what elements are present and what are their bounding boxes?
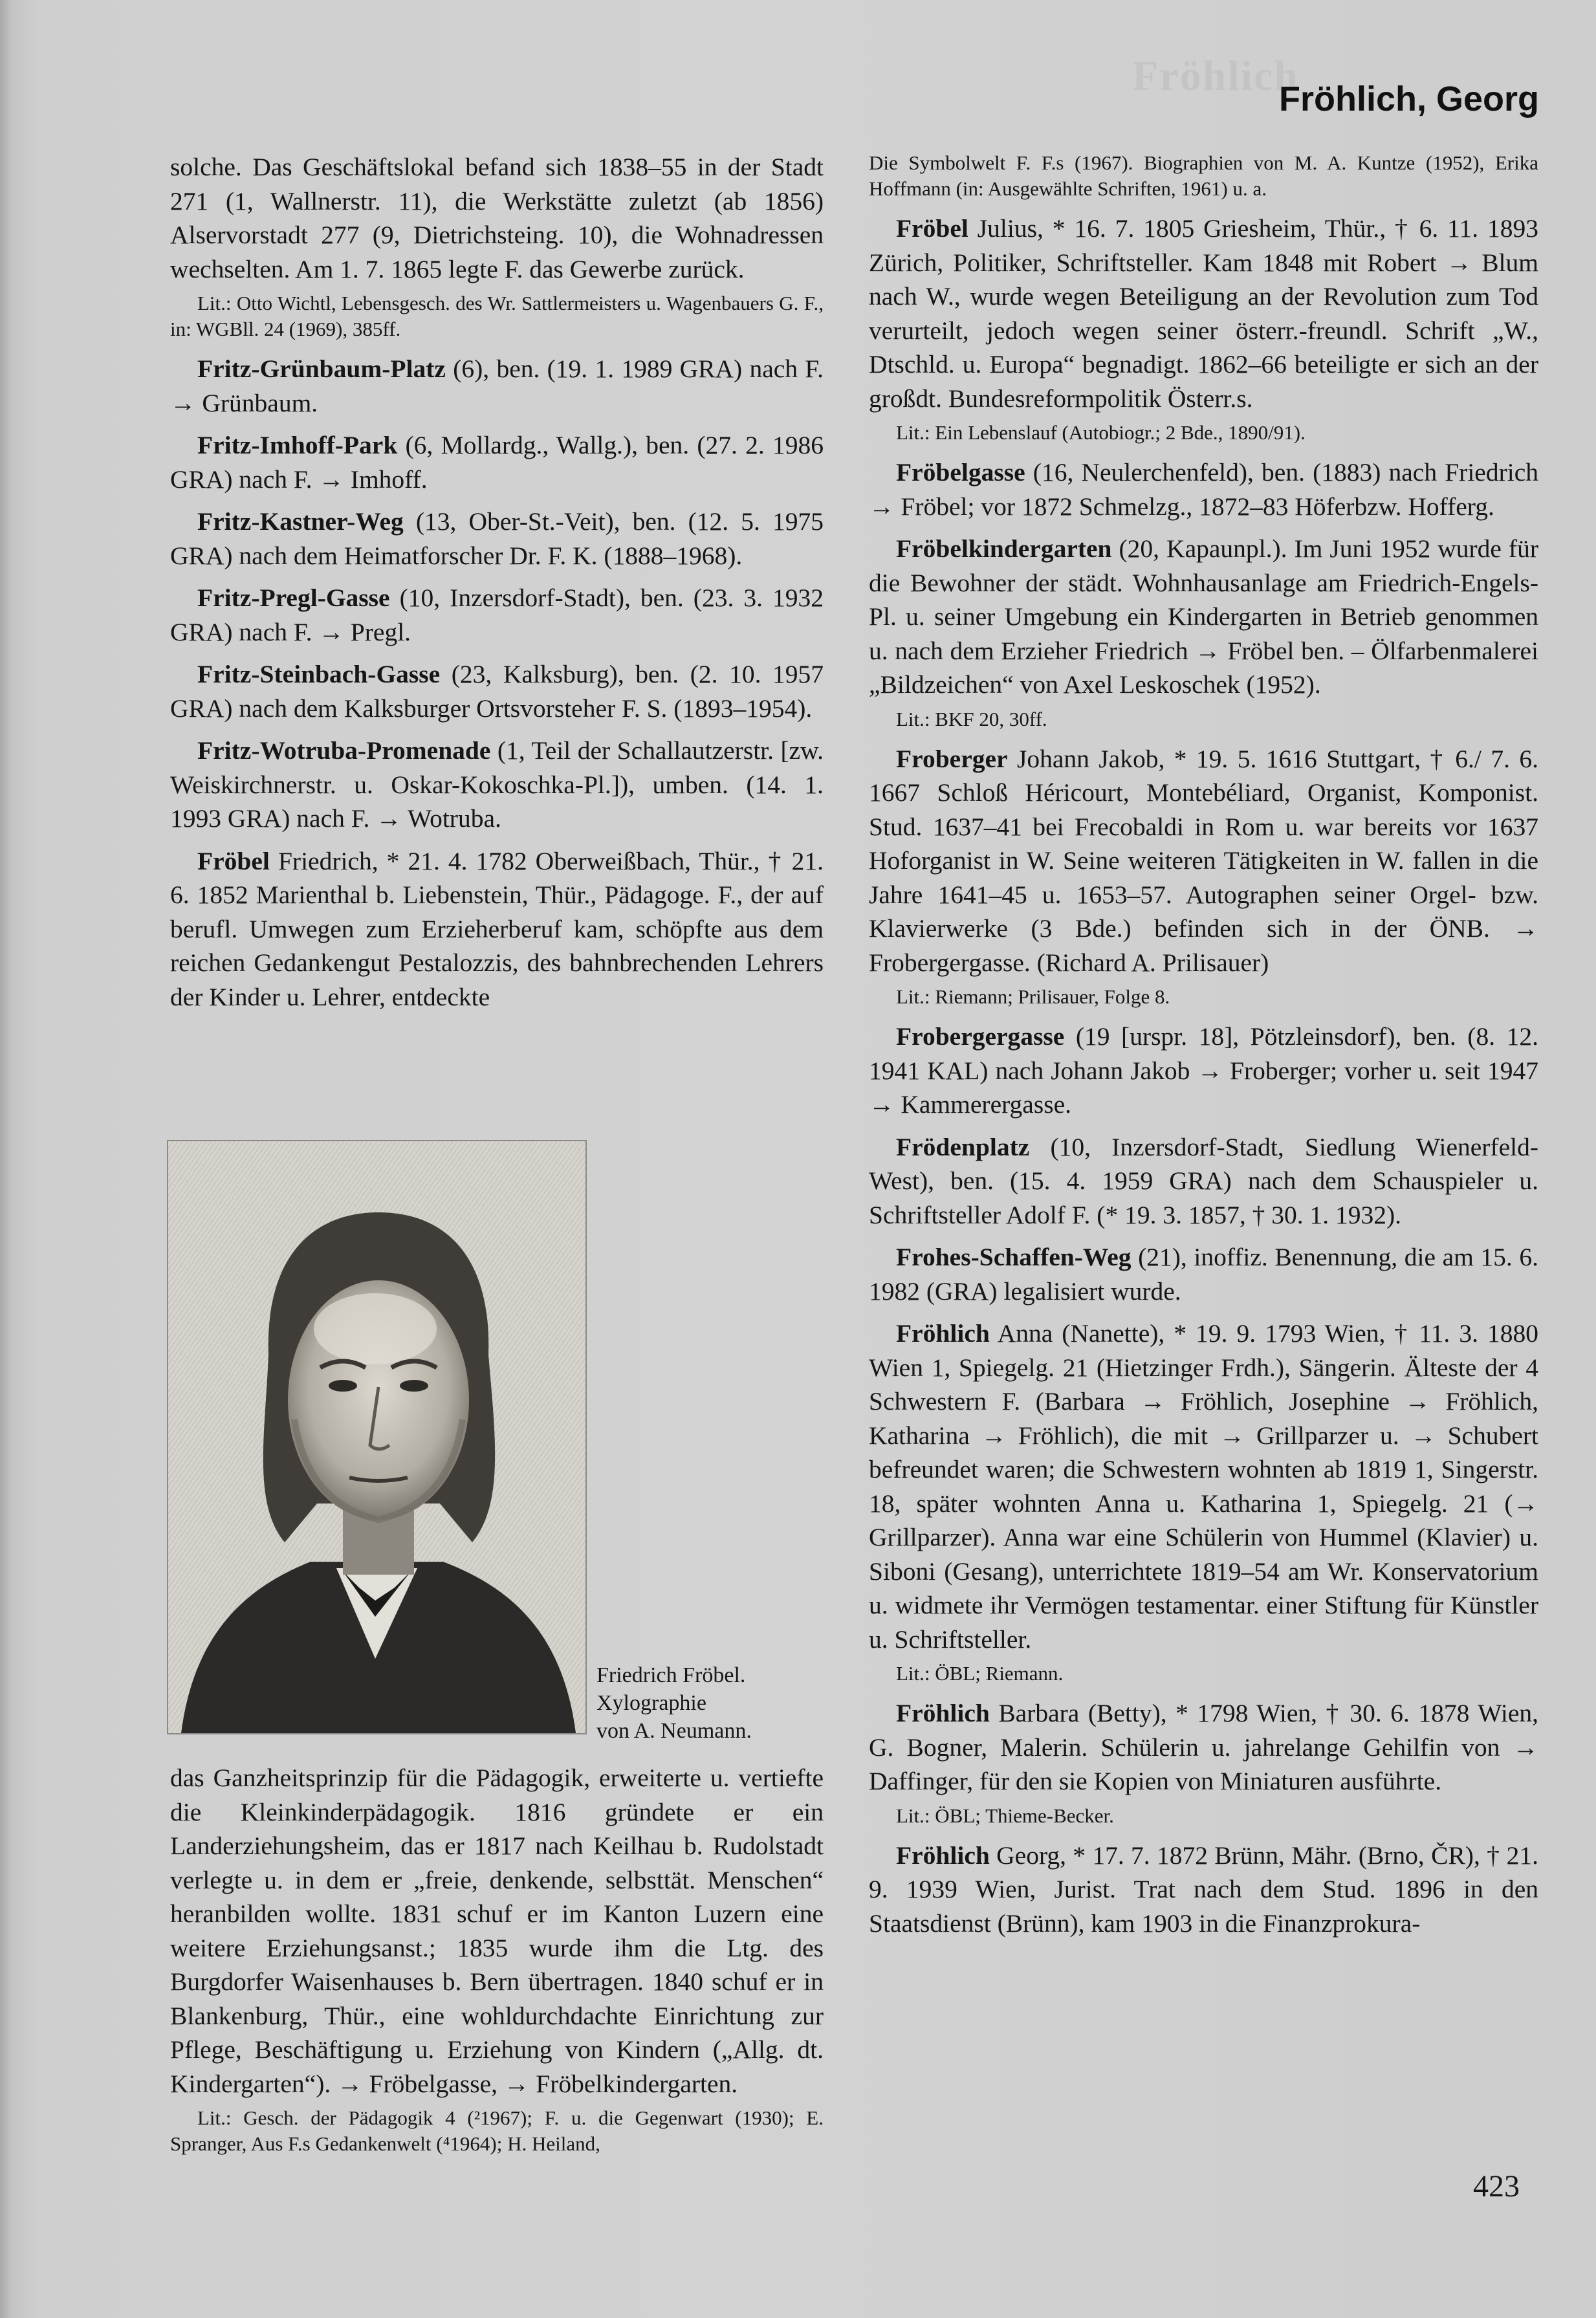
entry-keyword: Frödenplatz [896, 1132, 1030, 1161]
entry-keyword: Fritz-Steinbach-Gasse [197, 660, 441, 688]
entry-keyword: Fröhlich [896, 1699, 990, 1727]
entry: Fritz-Kastner-Weg (13, Ober-St.-Veit), ben. (12. 5. 1975 GRA) nach dem Heimatforscher Dr. F. K. (1888–1968). [170, 507, 824, 570]
entry-keyword: Fröbel [197, 846, 270, 875]
entry-keyword: Fritz-Grünbaum-Platz [197, 355, 446, 383]
entry-keyword: Fritz-Wotruba-Promenade [197, 736, 491, 765]
entry-keyword: Frohes-Schaffen-Weg [896, 1243, 1131, 1271]
entry-keyword: Froberger [896, 744, 1008, 773]
entry-keyword: Fröhlich [896, 1841, 990, 1870]
caption-line: Friedrich Fröbel. [596, 1663, 746, 1687]
literature-note: Lit.: Riemann; Prilisauer, Folge 8. [896, 985, 1170, 1008]
caption-line: von A. Neumann. [596, 1719, 752, 1743]
entry: Frohes-Schaffen-Weg (21), inoffiz. Benennung, die am 15. 6. 1982 (GRA) legalisiert wurde. [869, 1243, 1538, 1306]
figure-caption [596, 1661, 816, 1745]
entry: Fröbel Julius, * 16. 7. 1805 Griesheim, Thür., † 6. 11. 1893 Zürich, Politiker, Schriftsteller. Kam 1848 mit Robert → Blum nach W., wurde wegen Beteiligung an der Revolution zum Tod verurteilt, jedoch wegen seiner österr.-freundl. Schrift „W., Dtschld. u. Europa“ begnadigt. 1862–66 beteiligte er sich an der großdt. Bundesreformpolitik Österr.s. [869, 214, 1538, 413]
left-column-continued [170, 1761, 824, 2167]
entry: Fritz-Wotruba-Promenade (1, Teil der Schallautzerstr. [zw. Weiskirchnerstr. u. Oskar-Kokoschka-Pl.]), umben. (14. 1. 1993 GRA) nach F. → Wotruba. [170, 736, 824, 833]
portrait-engraving [167, 1140, 587, 1734]
entry: Fritz-Steinbach-Gasse (23, Kalksburg), ben. (2. 10. 1957 GRA) nach dem Kalksburger Ortsvorsteher F. S. (1893–1954). [170, 660, 824, 723]
caption-line: Xylographie [596, 1691, 706, 1715]
entry: Frödenplatz (10, Inzersdorf-Stadt, Siedlung Wienerfeld-West), ben. (15. 4. 1959 GRA) nach dem Schauspieler u. Schriftsteller Adolf F. (* 19. 3. 1857, † 30. 1. 1932). [869, 1132, 1538, 1229]
portrait-image [168, 1141, 585, 1733]
literature-note: Lit.: ÖBL; Thieme-Becker. [896, 1804, 1114, 1827]
literature-note: Die Symbolwelt F. F.s (1967). Biographien von M. A. Kuntze (1952), Erika Hoffmann (in: Ausgewählte Schriften, 1961) u. a. [869, 151, 1538, 200]
right-column [869, 150, 1538, 1949]
entry-continuation: das Ganzheitsprinzip für die Pädagogik, erweiterte u. vertiefte die Kleinkinderpädagogik. 1816 gründete er ein Landerziehungsheim, das er 1817 nach Keilhau b. Rudolstadt verlegte u. in dem er „freie, denkende, selbsttät. Menschen“ heranbilden wollte. 1831 schuf er im Kanton Luzern eine weitere Erziehungsanst.; 1835 wurde ihm die Ltg. des Burgdorfer Waisenhauses b. Bern übertragen. 1840 schuf er in Blankenburg, Thür., eine wohldurchdachte Einrichtung zur Pflege, Beschäftigung u. Erziehung von Kindern („Allg. dt. Kindergarten“). → Fröbelgasse, → Fröbelkindergarten. [170, 1764, 824, 2098]
literature-note: Lit.: Ein Lebenslauf (Autobiogr.; 2 Bde., 1890/91). [896, 421, 1306, 444]
bleed-through-heading: Fröhlich [1132, 52, 1299, 100]
entry-keyword: Fröbelkindergarten [896, 534, 1112, 563]
entry-keyword: Frobergergasse [896, 1022, 1065, 1051]
entry-keyword: Fröhlich [896, 1319, 990, 1348]
entry: Fröbel Friedrich, * 21. 4. 1782 Oberweißbach, Thür., † 21. 6. 1852 Marienthal b. Liebenstein, Thür., Pädagoge. F., der auf berufl. Umwegen zum Erzieherberuf kam, schöpfte aus dem reichen Gedankengut Pestalozzis, des bahnbrechenden Lehrers der Kinder u. Lehrer, entdeckte [170, 846, 824, 1011]
entry-keyword: Fröbelgasse [896, 458, 1025, 487]
entry-keyword: Fritz-Pregl-Gasse [197, 584, 390, 612]
entry: Fritz-Grünbaum-Platz (6), ben. (19. 1. 1989 GRA) nach F. → Grünbaum. [170, 355, 824, 417]
entry-keyword: Fritz-Imhoff-Park [197, 431, 398, 459]
entry-keyword: Fritz-Kastner-Weg [197, 507, 404, 536]
entry: Fröbelkindergarten (20, Kapaunpl.). Im Juni 1952 wurde für die Bewohner der städt. Wohnhausanlage am Friedrich-Engels-Pl. u. seiner Umgebung ein Kindergarten in Betrieb genommen u. nach dem Erzieher Friedrich → Fröbel ben. – Ölfarbenmalerei „Bildzeichen“ von Axel Leskoschek (1952). [869, 534, 1538, 699]
entry: Fröbelgasse (16, Neulerchenfeld), ben. (1883) nach Friedrich → Fröbel; vor 1872 Schmelzg., 1872–83 Höferbzw. Hofferg. [869, 458, 1538, 521]
entry: Fritz-Pregl-Gasse (10, Inzersdorf-Stadt), ben. (23. 3. 1932 GRA) nach F. → Pregl. [170, 584, 824, 646]
literature-note: Lit.: Otto Wichtl, Lebensgesch. des Wr. Sattlermeisters u. Wagenbauers G. F., in: WGBll. 24 (1969), 385ff. [170, 292, 824, 340]
literature-note: Lit.: Gesch. der Pädagogik 4 (²1967); F. u. die Gegenwart (1930); E. Spranger, Aus F.s Gedankenwelt (⁴1964); H. Heiland, [170, 2106, 824, 2155]
entry: Fröhlich Anna (Nanette), * 19. 9. 1793 Wien, † 11. 3. 1880 Wien 1, Spiegelg. 21 (Hietzinger Frdh.), Sängerin. Älteste der 4 Schwestern F. (Barbara → Fröhlich, Josephine → Fröhlich, Katharina → Fröhlich), die mit → Grillparzer u. → Schubert befreundet waren; die Schwestern wohnten ab 1819 1, Singerstr. 18, später wohnten Anna u. Katharina 1, Spiegelg. 21 (→ Grillparzer). Anna war eine Schülerin von Hummel (Klavier) u. Siboni (Gesang), unterrichtete 1819–54 am Wr. Konservatorium u. widmete ihr Vermögen testamentar. einer Stiftung für Künstler u. Schriftsteller. [869, 1319, 1538, 1654]
literature-note: Lit.: ÖBL; Riemann. [896, 1662, 1064, 1685]
entry: Froberger Johann Jakob, * 19. 5. 1616 Stuttgart, † 6./ 7. 6. 1667 Schloß Héricourt, Montebéliard, Organist, Komponist. Stud. 1637–41 bei Frecobaldi in Rom u. war bereits vor 1637 Hoforganist in W. Seine weiteren Tätigkeiten in W. fallen in die Jahre 1641–45 u. 1653–57. Autographen seiner Orgel- bzw. Klavierwerke (3 Bde.) befinden sich in der ÖNB. → Frobergergasse. (Richard A. Prilisauer) [869, 744, 1538, 977]
entry-keyword: Fröbel [896, 214, 968, 243]
literature-note: Lit.: BKF 20, 30ff. [896, 707, 1047, 730]
entry: Frobergergasse (19 [urspr. 18], Pötzleinsdorf), ben. (8. 12. 1941 KAL) nach Johann Jakob → Froberger; vorher u. seit 1947 → Kammerergasse. [869, 1022, 1538, 1119]
entry: Fröhlich Georg, * 17. 7. 1872 Brünn, Mähr. (Brno, ČR), † 21. 9. 1939 Wien, Jurist. Trat nach dem Stud. 1896 in den Staatsdienst (Brünn), kam 1903 in die Finanzprokura- [869, 1841, 1538, 1938]
entry: Fritz-Imhoff-Park (6, Mollardg., Wallg.), ben. (27. 2. 1986 GRA) nach F. → Imhoff. [170, 431, 824, 494]
left-column [170, 150, 824, 1022]
page-number: 423 [1473, 2169, 1520, 2203]
entry: Fröhlich Barbara (Betty), * 1798 Wien, † 30. 6. 1878 Wien, G. Bogner, Malerin. Schülerin u. jahrelange Gehilfin von → Daffinger, für den sie Kopien von Miniaturen ausführte. [869, 1699, 1538, 1795]
running-head: Fröhlich, Georg [1278, 80, 1539, 118]
entry-continuation: solche. Das Geschäftslokal befand sich 1838–55 in der Stadt 271 (1, Wallnerstr. 11), die Werkstätte zuletzt (ab 1856) Alservorstadt 277 (9, Dietrichsteing. 10), die Wohnadressen wechselten. Am 1. 7. 1865 legte F. das Gewerbe zurück. [170, 153, 824, 283]
